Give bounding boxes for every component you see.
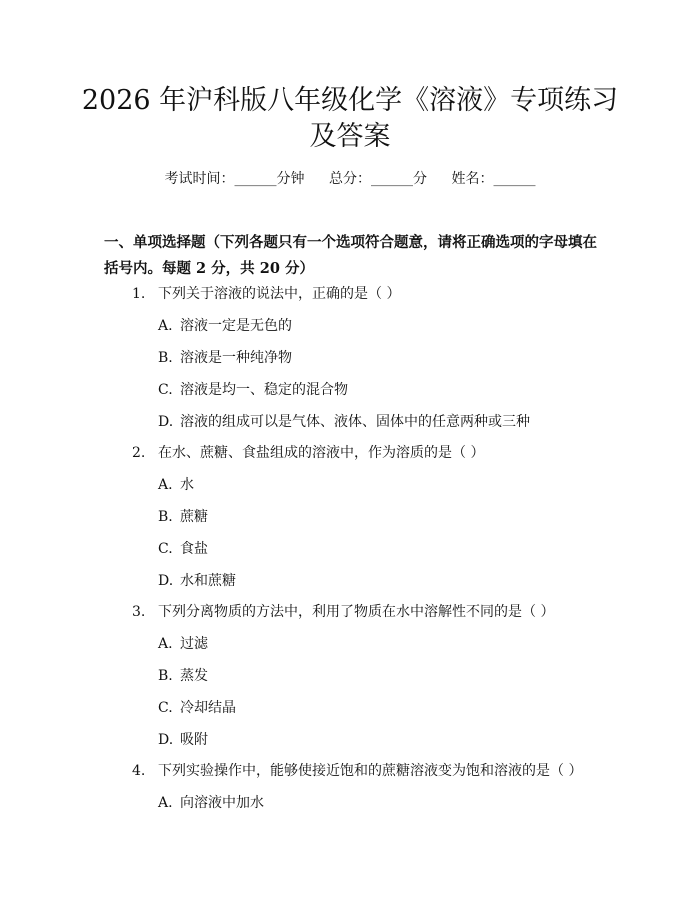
question-text: 下列分离物质的方法中，利用了物质在水中溶解性不同的是（ ） — [158, 604, 555, 620]
document-title-line-1: 2026 年沪科版八年级化学《溶液》专项练习 — [81, 85, 619, 116]
option-text: 溶液是均一、稳定的混合物 — [180, 382, 348, 398]
option-1d — [158, 411, 530, 431]
option-1c — [158, 379, 348, 399]
option-letter: D. — [158, 414, 174, 430]
option-letter: B. — [158, 509, 173, 525]
student-name-field: 姓名：______ — [451, 171, 536, 187]
exam-info-line — [0, 168, 700, 188]
question-3 — [132, 601, 554, 621]
option-text: 蔗糖 — [180, 509, 208, 525]
question-text: 在水、蔗糖、食盐组成的溶液中，作为溶质的是（ ） — [158, 445, 485, 461]
option-2d — [158, 570, 236, 590]
option-3a — [158, 633, 208, 653]
option-text: 溶液的组成可以是气体、液体、固体中的任意两种或三种 — [180, 414, 530, 430]
option-text: 水 — [180, 477, 194, 493]
option-1b — [158, 347, 292, 367]
exam-time-field: 考试时间：______分钟 — [164, 171, 305, 187]
document-title-line-2: 及答案 — [309, 121, 391, 152]
option-letter: A. — [158, 477, 173, 493]
question-1 — [132, 283, 400, 303]
option-4a — [158, 792, 264, 812]
question-text: 下列关于溶液的说法中，正确的是（ ） — [158, 286, 401, 302]
option-letter: A. — [158, 318, 173, 334]
option-text: 溶液是一种纯净物 — [180, 350, 292, 366]
option-3c — [158, 697, 236, 717]
question-number: 2. — [132, 445, 146, 461]
option-2a — [158, 474, 194, 494]
question-text: 下列实验操作中，能够使接近饱和的蔗糖溶液变为饱和溶液的是（ ） — [158, 763, 583, 779]
option-letter: A. — [158, 795, 173, 811]
option-text: 蒸发 — [180, 668, 208, 684]
option-letter: D. — [158, 573, 174, 589]
option-2b — [158, 506, 208, 526]
option-letter: B. — [158, 668, 173, 684]
option-letter: B. — [158, 350, 173, 366]
question-4 — [132, 760, 582, 780]
option-text: 水和蔗糖 — [180, 573, 236, 589]
option-3d — [158, 729, 208, 749]
question-number: 1. — [132, 286, 146, 302]
question-number: 4. — [132, 763, 146, 779]
option-letter: A. — [158, 636, 173, 652]
option-letter: C. — [158, 382, 173, 398]
option-text: 冷却结晶 — [180, 700, 236, 716]
option-text: 溶液一定是无色的 — [180, 318, 292, 334]
question-2 — [132, 442, 484, 462]
option-3b — [158, 665, 208, 685]
option-text: 吸附 — [180, 732, 208, 748]
option-letter: C. — [158, 541, 173, 557]
option-2c — [158, 538, 208, 558]
option-text: 向溶液中加水 — [180, 795, 264, 811]
option-text: 过滤 — [180, 636, 208, 652]
option-text: 食盐 — [180, 541, 208, 557]
option-1a — [158, 315, 292, 335]
total-score-field: 总分：______分 — [329, 171, 427, 187]
option-letter: C. — [158, 700, 173, 716]
option-letter: D. — [158, 732, 174, 748]
question-number: 3. — [132, 604, 146, 620]
section-heading-single-choice: 一、单项选择题（下列各题只有一个选项符合题意，请将正确选项的字母填在括号内。每题 2 分，共 20 分） — [104, 234, 597, 277]
